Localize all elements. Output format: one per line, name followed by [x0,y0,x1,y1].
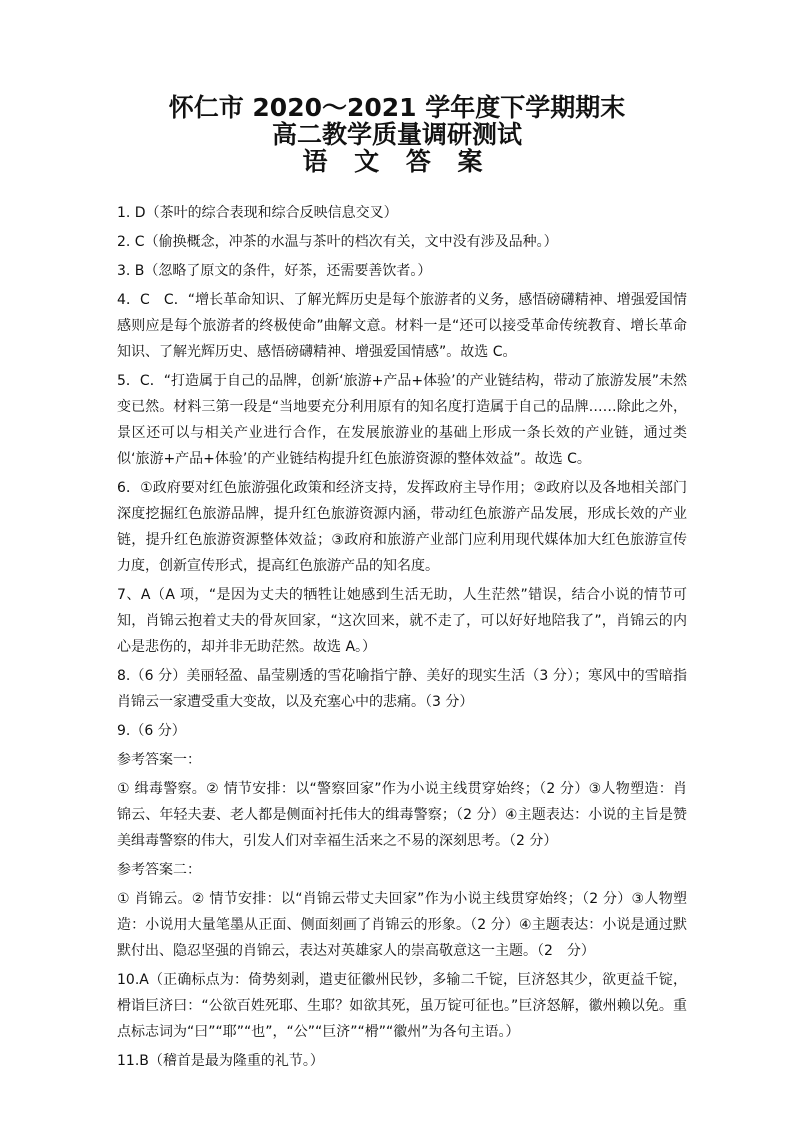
exam-title: 怀仁市 2020～2021 学年度下学期期末 [168,93,626,122]
answer-7: 7、A（A 项，“是因为丈夫的牺牲让她感到生活无助，人生茫然”错误，结合小说的情节可知，肖锦云抱着丈夫的骨灰回家，“这次回来，就不走了，可以好好地陪我了”，肖锦云的内心是悲伤的，却并非无助茫然。故选 A。） [117,587,687,655]
reference-answer-1-label: 参考答案一： [117,752,201,768]
exam-subtitle: 高二教学质量调研测试 [271,120,522,149]
answer-11: 11.B（稽首是最为隆重的礼节。） [117,1053,324,1069]
reference-answer-2-label: 参考答案二： [117,862,201,878]
answer-6: 6．①政府要对红色旅游强化政策和经济支持，发挥政府主导作用；②政府以及各地相关部门深度挖掘红色旅游品牌，提升红色旅游资源内涵，带动红色旅游产品发展，形成长效的产业链，提升红色旅游资源整体效益；③政府和旅游产业部门应利用现代媒体加大红色旅游宣传力度，创新宣传形式，提高红色旅游产品的知名度。 [117,480,687,574]
reference-answer-1: ① 缉毒警察。② 情节安排：以“警察回家”作为小说主线贯穿始终；（2 分）③人物塑造：肖锦云、年轻夫妻、老人都是侧面衬托伟大的缉毒警察；（2 分）④主题表达：小说的主旨是赞美缉毒警察的伟大，引发人们对幸福生活来之不易的深刻思考。（2 分） [117,781,687,849]
title-block [0,94,794,175]
reference-answer-2: ① 肖锦云。② 情节安排：以“肖锦云带丈夫回家”作为小说主线贯穿始终；（2 分）③人物塑造：小说用大量笔墨从正面、侧面刻画了肖锦云的形象。（2 分）④主题表达：小说是通过默默付出、隐忍坚强的肖锦云，表达对英雄家人的崇高敬意这一主题。（2 分） [117,891,687,959]
answer-3: 3. B（忽略了原文的条件，好茶，还需要善饮者。） [117,263,432,279]
answer-5: 5．C．“打造属于自己的品牌，创新‘旅游+产品+体验’的产业链结构，带动了旅游发展”未然变已然。材料三第一段是“当地要充分利用原有的知名度打造属于自己的品牌……除此之外，景区还可以与相关产业进行合作，在发展旅游业的基础上形成一条长效的产业链，通过类似‘旅游+产品+体验’的产业链结构提升红色旅游资源的整体效益”。故选 C。 [117,373,687,467]
answer-4: 4．C C．“增长革命知识、了解光辉历史是每个旅游者的义务，感悟磅礴精神、增强爱国情感则应是每个旅游者的终极使命”曲解文意。材料一是“还可以接受革命传统教育、增长革命知识、了解光辉历史、感悟磅礴精神、增强爱国情感”。故选 C。 [117,292,687,360]
answer-2: 2. C（偷换概念，冲茶的水温与茶叶的档次有关，文中没有涉及品种。） [117,234,558,250]
answer-1: 1. D（茶叶的综合表现和综合反映信息交叉） [117,205,398,221]
answer-10: 10.A（正确标点为：倚势刻剥，遣吏征徽州民钞，多输二千锭，巨济怒其少，欲更益千锭，榾诣巨济曰：“公欲百姓死耶、生耶？如欲其死，虽万锭可征也。”巨济怒解，徽州赖以免。重点标志词为“曰”“耶”“也”，“公”“巨济”“榾”“徽州”为各句主语。） [117,972,687,1040]
answer-heading: 语 文 答 案 [302,147,492,176]
answer-8: 8.（6 分）美丽轻盈、晶莹剔透的雪花喻指宁静、美好的现实生活（3 分）；寒风中的雪暗指肖锦云一家遭受重大变故，以及充塞心中的悲痛。（3 分） [117,668,687,710]
answer-9-heading: 9.（6 分） [117,723,186,739]
answer-list [117,200,687,1077]
